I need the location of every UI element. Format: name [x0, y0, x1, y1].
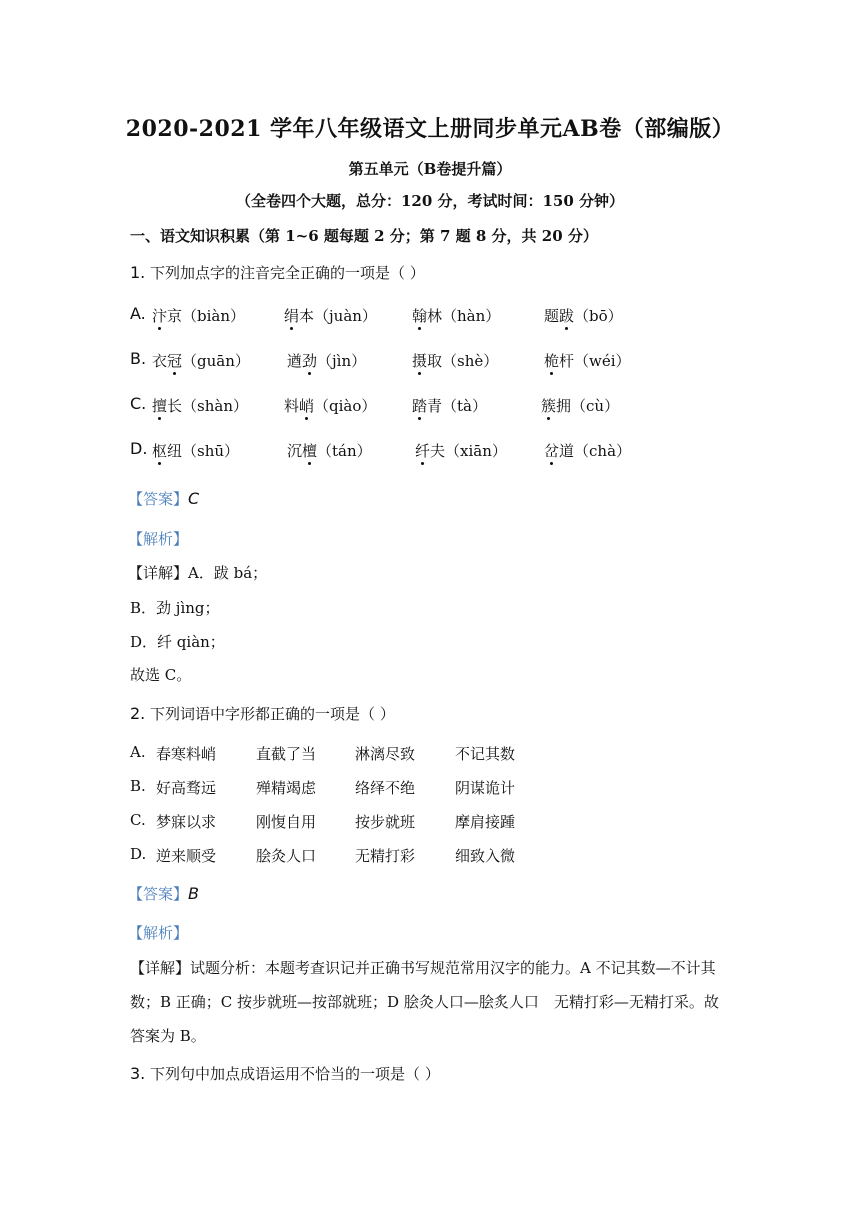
option-a-word-2: 直截了当	[256, 745, 317, 763]
option-b-word-2: 殚精竭虑	[256, 779, 317, 797]
option-label: B.	[130, 349, 147, 368]
option-d-label: D.	[130, 845, 147, 863]
option-label: A.	[130, 304, 146, 323]
option-label: C.	[130, 394, 147, 413]
option-a-item-3: 翰林（hàn）	[412, 307, 501, 325]
option-c-item-3: 踏青（tà）	[412, 397, 487, 415]
option-c-label: C.	[130, 811, 146, 829]
option-d-item-4: 岔道（chà）	[544, 442, 632, 460]
q1-detail-line-2: B．劲 jìng；	[130, 599, 220, 617]
answer-value: B	[188, 884, 199, 903]
detail-text: 试题分析：本题考查识记并正确书写规范常用汉字的能力。A 不记其数—不计其数；B 正确；C 按步就班—按部就班；D 脍灸人口—脍炙人口 无精打彩—无精打采。故答案为 B。	[130, 959, 719, 1045]
option-c-item-4: 簇拥（cù）	[541, 397, 620, 415]
q1-detail-line-1	[128, 562, 267, 583]
question-number: 3.	[130, 1064, 146, 1083]
question-1	[130, 262, 425, 283]
option-d	[130, 439, 152, 458]
option-a-item-4: 题跋（bō）	[544, 307, 623, 325]
q1-detail-line-4: 故选 C。	[130, 666, 192, 684]
option-b-word-3: 络绎不绝	[355, 779, 416, 797]
option-d-word-4: 细致入微	[455, 847, 516, 865]
option-c-item-1: 擅长（shàn）	[152, 397, 248, 415]
question-3	[130, 1063, 440, 1084]
option-c-word-1: 梦寐以求	[156, 813, 217, 831]
option-b-word-4: 阴谋诡计	[455, 779, 516, 797]
option-b-item-2: 遒劲（jìn）	[287, 352, 367, 370]
option-d-item-2: 沉檀（tán）	[287, 442, 372, 460]
unit-subtitle: 第五单元（B卷提升篇）	[348, 160, 512, 178]
option-c-word-3: 按步就班	[355, 813, 416, 831]
section-heading: 一、语文知识积累（第 1~6 题每题 2 分；第 7 题 8 分，共 20 分）	[130, 227, 598, 245]
option-b-label: B.	[130, 777, 146, 795]
option-b-item-3: 摄取（shè）	[412, 352, 499, 370]
q2-detail	[130, 951, 730, 1053]
option-a	[130, 304, 152, 323]
option-d-word-3: 无精打彩	[355, 847, 416, 865]
answer-tag: 【答案】	[128, 885, 189, 903]
answer-tag: 【答案】	[128, 490, 189, 508]
question-number: 1.	[130, 263, 146, 282]
option-d-word-1: 逆来顺受	[156, 847, 217, 865]
q1-answer	[128, 488, 199, 509]
q2-answer	[128, 883, 199, 904]
option-b-item-4: 桅杆（wéi）	[544, 352, 631, 370]
page-title: 2020-2021 学年八年级语文上册同步单元AB卷（部编版）	[125, 116, 735, 142]
q1-analysis-tag: 【解析】	[128, 530, 189, 548]
option-d-item-3: 纤夫（xiān）	[415, 442, 507, 460]
question-text: 下列加点字的注音完全正确的一项是（ ）	[150, 264, 425, 282]
question-text: 下列词语中字形都正确的一项是（ ）	[150, 705, 395, 723]
option-d-item-1: 枢纽（shū）	[152, 442, 240, 460]
option-label: D.	[130, 439, 148, 458]
option-a-item-1: 汴京（biàn）	[152, 307, 246, 325]
option-a-word-3: 淋漓尽致	[355, 745, 416, 763]
option-a-word-4: 不记其数	[455, 745, 516, 763]
exam-info: （全卷四个大题，总分：120 分，考试时间：150 分钟）	[235, 192, 625, 210]
q1-detail-line-3: D．纤 qiàn；	[130, 633, 225, 651]
question-number: 2.	[130, 704, 146, 723]
detail-tag: 【详解】	[130, 959, 191, 977]
option-b	[130, 349, 152, 368]
option-a-item-2: 绢本（juàn）	[284, 307, 377, 325]
option-b-word-1: 好高骛远	[156, 779, 217, 797]
option-a-word-1: 春寒料峭	[156, 745, 217, 763]
answer-value: C	[188, 489, 200, 508]
detail-tag: 【详解】	[128, 564, 189, 582]
option-c-item-2: 料峭（qiào）	[284, 397, 377, 415]
option-c	[130, 394, 152, 413]
option-c-word-4: 摩肩接踵	[455, 813, 516, 831]
option-a-label: A.	[130, 743, 146, 761]
question-text: 下列句中加点成语运用不恰当的一项是（ ）	[150, 1065, 440, 1083]
option-b-item-1: 衣冠（guān）	[152, 352, 250, 370]
question-2	[130, 703, 395, 724]
detail-text: A．跋 bá；	[188, 564, 268, 582]
option-d-word-2: 脍灸人口	[256, 847, 317, 865]
option-c-word-2: 刚愎自用	[256, 813, 317, 831]
q2-analysis-tag: 【解析】	[128, 924, 189, 942]
